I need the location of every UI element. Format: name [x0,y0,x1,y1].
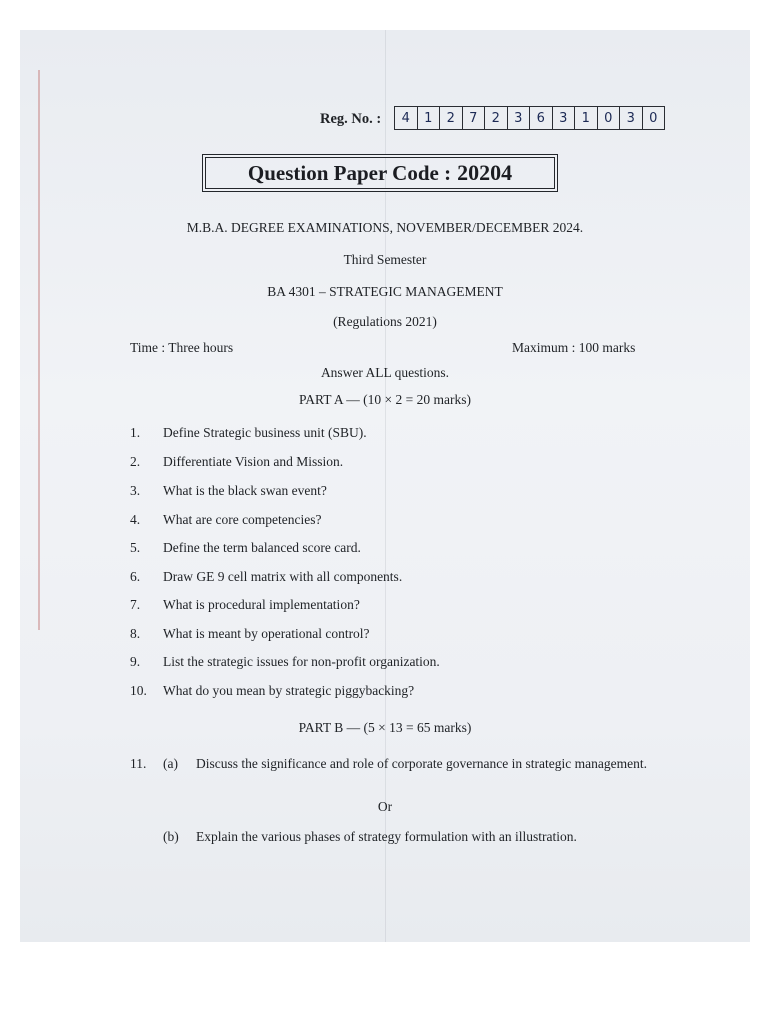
question-number: 8. [130,626,141,641]
question-text: Differentiate Vision and Mission. [163,454,344,469]
question-text: Discuss the significance and role of corporate governance in strategic management. [196,756,647,771]
reg-no-label: Reg. No. : [320,111,382,127]
question-paper-sheet [20,30,750,942]
question-number: 9. [130,654,141,669]
reg-digit: 6 [530,107,553,129]
question-text: Draw GE 9 cell matrix with all components. [163,569,403,584]
reg-digit: 3 [553,107,576,129]
question-number: 4. [130,512,141,527]
question-number: 2. [130,454,141,469]
question-text: Define Strategic business unit (SBU). [163,425,367,440]
reg-digit: 0 [649,110,658,126]
question-number: 1. [130,425,141,440]
question-text: List the strategic issues for non-profit organization. [163,654,440,669]
question-text: What are core competencies? [163,512,322,527]
paper-code-label: Question Paper Code : [247,160,452,185]
question-text: What is the black swan event? [163,483,327,498]
course-title: BA 4301 – STRATEGIC MANAGEMENT [267,284,503,299]
reg-digit: 7 [463,107,486,129]
maximum-marks: Maximum : 100 marks [512,340,636,355]
question-text: What is procedural implementation? [163,597,360,612]
question-number: 10. [130,683,147,698]
question-number: 7. [130,597,141,612]
paper-code-box [205,157,555,189]
reg-digit: 2 [440,107,463,129]
reg-digit: 0 [598,107,621,129]
part-b-title: PART B — (5 × 13 = 65 marks) [298,720,472,735]
reg-digit: 3 [508,107,531,129]
reg-digit: 2 [485,107,508,129]
semester: Third Semester [343,252,427,267]
question-text: Explain the various phases of strategy formulation with an illustration. [196,829,577,844]
question-number: 3. [130,483,141,498]
question-number: 5. [130,540,141,555]
sub-question-label: (b) [163,829,179,844]
question-text: Define the term balanced score card. [163,540,361,555]
time-allowed: Time : Three hours [130,340,234,355]
reg-digit: 1 [575,107,598,129]
paper-code-value: 20204 [457,160,513,185]
question-number: 6. [130,569,141,584]
sub-question-label: (a) [163,756,178,771]
part-a-title: PART A — (10 × 2 = 20 marks) [299,392,471,407]
reg-no-boxes [394,106,665,130]
exam-title: M.B.A. DEGREE EXAMINATIONS, NOVEMBER/DECEMBER 2024. [186,220,584,235]
instruction: Answer ALL questions. [320,365,450,380]
reg-digit: 4 [395,107,418,129]
reg-digit: 3 [620,107,643,129]
reg-digit: 1 [418,107,441,129]
or-separator: Or [377,799,393,814]
question-text: What is meant by operational control? [163,626,370,641]
margin-mark [38,70,40,630]
regulations: (Regulations 2021) [333,314,437,329]
question-text: What do you mean by strategic piggybacking? [163,683,415,698]
question-number: 11. [130,756,147,771]
